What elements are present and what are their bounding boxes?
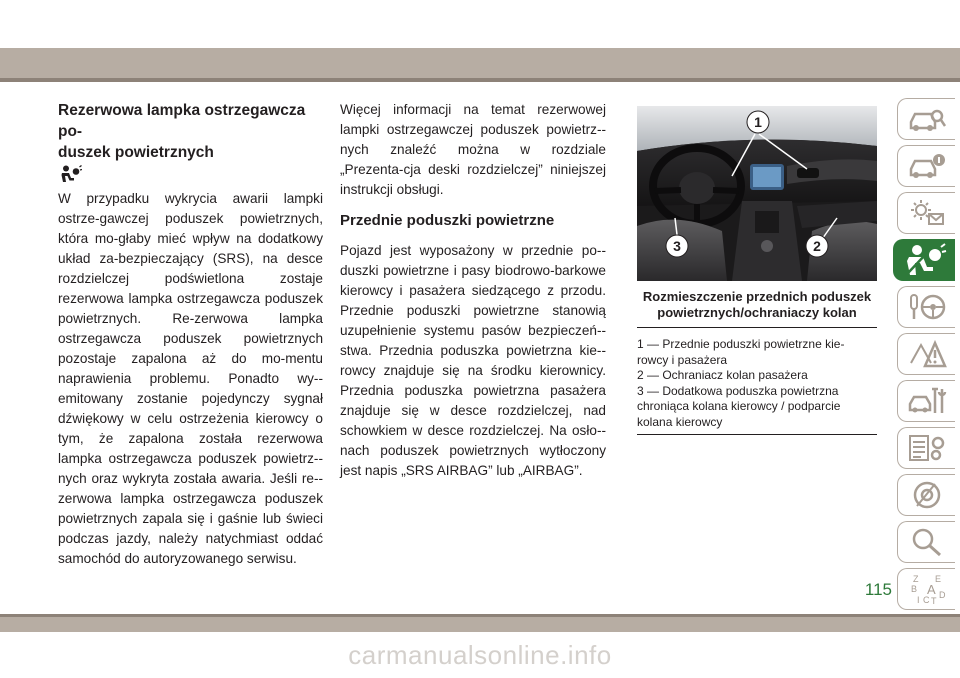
watermark-text: carmanualsonline.info — [348, 640, 612, 670]
tab-index[interactable] — [897, 568, 955, 610]
callout-1-label: 1 — [754, 114, 762, 130]
tab-multimedia[interactable] — [897, 474, 955, 516]
tab-getting-to-know-vehicle[interactable] — [897, 98, 955, 140]
legend-item: 2 — Ochraniacz kolan pasażera — [637, 368, 808, 382]
seatbelt-airbag-icon — [903, 243, 947, 277]
left-column — [58, 100, 323, 569]
roadside-warning-icon — [907, 339, 947, 369]
maintenance-checklist-icon — [907, 433, 947, 463]
tab-servicing-maintenance[interactable] — [897, 380, 955, 422]
alphabet-index-icon — [907, 572, 947, 606]
tab-customer-assistance[interactable] — [897, 521, 955, 563]
legend-item: 1 — Przednie poduszki powietrzne kie- rowcy i pasażera — [637, 337, 845, 367]
car-info-icon — [907, 151, 947, 181]
front-airbags-heading: Przednie poduszki powietrzne — [340, 212, 555, 229]
magnifier-search-icon — [907, 527, 947, 557]
dashboard-photo — [637, 106, 877, 281]
airbag-warning-icon — [60, 165, 82, 183]
airbag-backup-lamp-description: W przypadku wykrycia awarii lampki ostrze-gawczej poduszek powietrznych, która mo-głaby mieć wpływ na dodatkowy układ za-bezpieczający (SRS), na desce rozdzielczej podświetlona zostaje rezerwowa lampka ostrzegawcza poduszek powietrznych. Re-zerwowa lampka ostrzegawcza poduszek powietrznych pozostaje zapalona aż do mo-mentu naprawienia problemu. Ponadto wy-emitowany zostanie pojedynczy sygnał dźwiękowy w celu ostrzeżenia kierowcy o tym, że zapalona została rezerwowa lampka ostrzegawcza poduszek powietrz-nych oraz wykryta została awaria. Jeśli re-zerwowa lampka ostrzegawcza poduszek powietrznych zapala się i gaśnie lub świeci podczas jazdy, należy natychmiast oddać samochód do autoryzowanego serwisu. — [58, 191, 323, 566]
callout-2-label: 2 — [813, 238, 821, 254]
section-heading: Rezerwowa lampka ostrzegawcza po- duszek powietrznych — [58, 102, 306, 161]
legend-item: 3 — Dodatkowa poduszka powietrzna chroniąca kolana kierowcy / podparcie kolana kierowcy — [637, 383, 841, 429]
figure-caption-title: Rozmieszczenie przednich poduszek powietrznych/ochraniaczy kolan — [637, 289, 877, 328]
header-band — [0, 48, 960, 82]
front-airbags-description: Pojazd jest wyposażony w przednie po-duszki powietrzne i pasy biodrowo-barkowe kierowcy i pasażera siedzącego z przodu. Przednie poduszki powietrzne stanowią uzupełnienie systemu pasów bezpieczeń-stwa. Przednia poduszka powietrzna kie-rowcy znajduje się na środku kierownicy. Przednia poduszka powietrzna pasażera znajduje się w desce rozdzielczej, nad schowkiem w desce rozdzielczej. Na osło-nach poduszek powietrznych wytłoczony jest napis „SRS AIRBAG” lub „AIRBAG”. — [340, 243, 606, 478]
svg-text:A: A — [926, 582, 936, 597]
tab-in-case-of-emergency[interactable] — [897, 333, 955, 375]
figure-legend — [637, 337, 877, 435]
svg-text:D: D — [938, 590, 945, 600]
car-tools-icon — [907, 386, 947, 416]
tab-starting-operating[interactable] — [897, 286, 955, 328]
callout-3-label: 3 — [673, 238, 681, 254]
svg-text:Z: Z — [912, 574, 918, 584]
tab-technical-specifications[interactable] — [897, 427, 955, 469]
warning-lights-mail-icon — [907, 198, 947, 228]
tab-dashboard-info[interactable] — [897, 145, 955, 187]
key-steering-wheel-icon — [907, 292, 947, 322]
chapter-tabs — [893, 98, 955, 615]
footer-band — [0, 614, 960, 632]
svg-text:E: E — [934, 574, 941, 584]
car-search-icon — [907, 104, 947, 134]
page-number: 115 — [864, 580, 892, 599]
figure-column — [637, 106, 877, 435]
middle-column — [340, 100, 606, 481]
svg-text:B: B — [910, 584, 917, 594]
reference-paragraph: Więcej informacji na temat rezerwowej lampki ostrzegawczej poduszek powietrz-nych znaleźć można w rozdziale „Prezenta-cja deski rozdzielczej” niniejszej instrukcji obsługi. — [340, 102, 606, 197]
svg-text:I: I — [916, 595, 920, 605]
tab-safety[interactable] — [893, 239, 955, 281]
tab-warning-lights[interactable] — [897, 192, 955, 234]
navigation-pin-icon — [907, 480, 947, 510]
svg-text:C: C — [922, 595, 929, 605]
svg-text:T: T — [930, 596, 936, 606]
